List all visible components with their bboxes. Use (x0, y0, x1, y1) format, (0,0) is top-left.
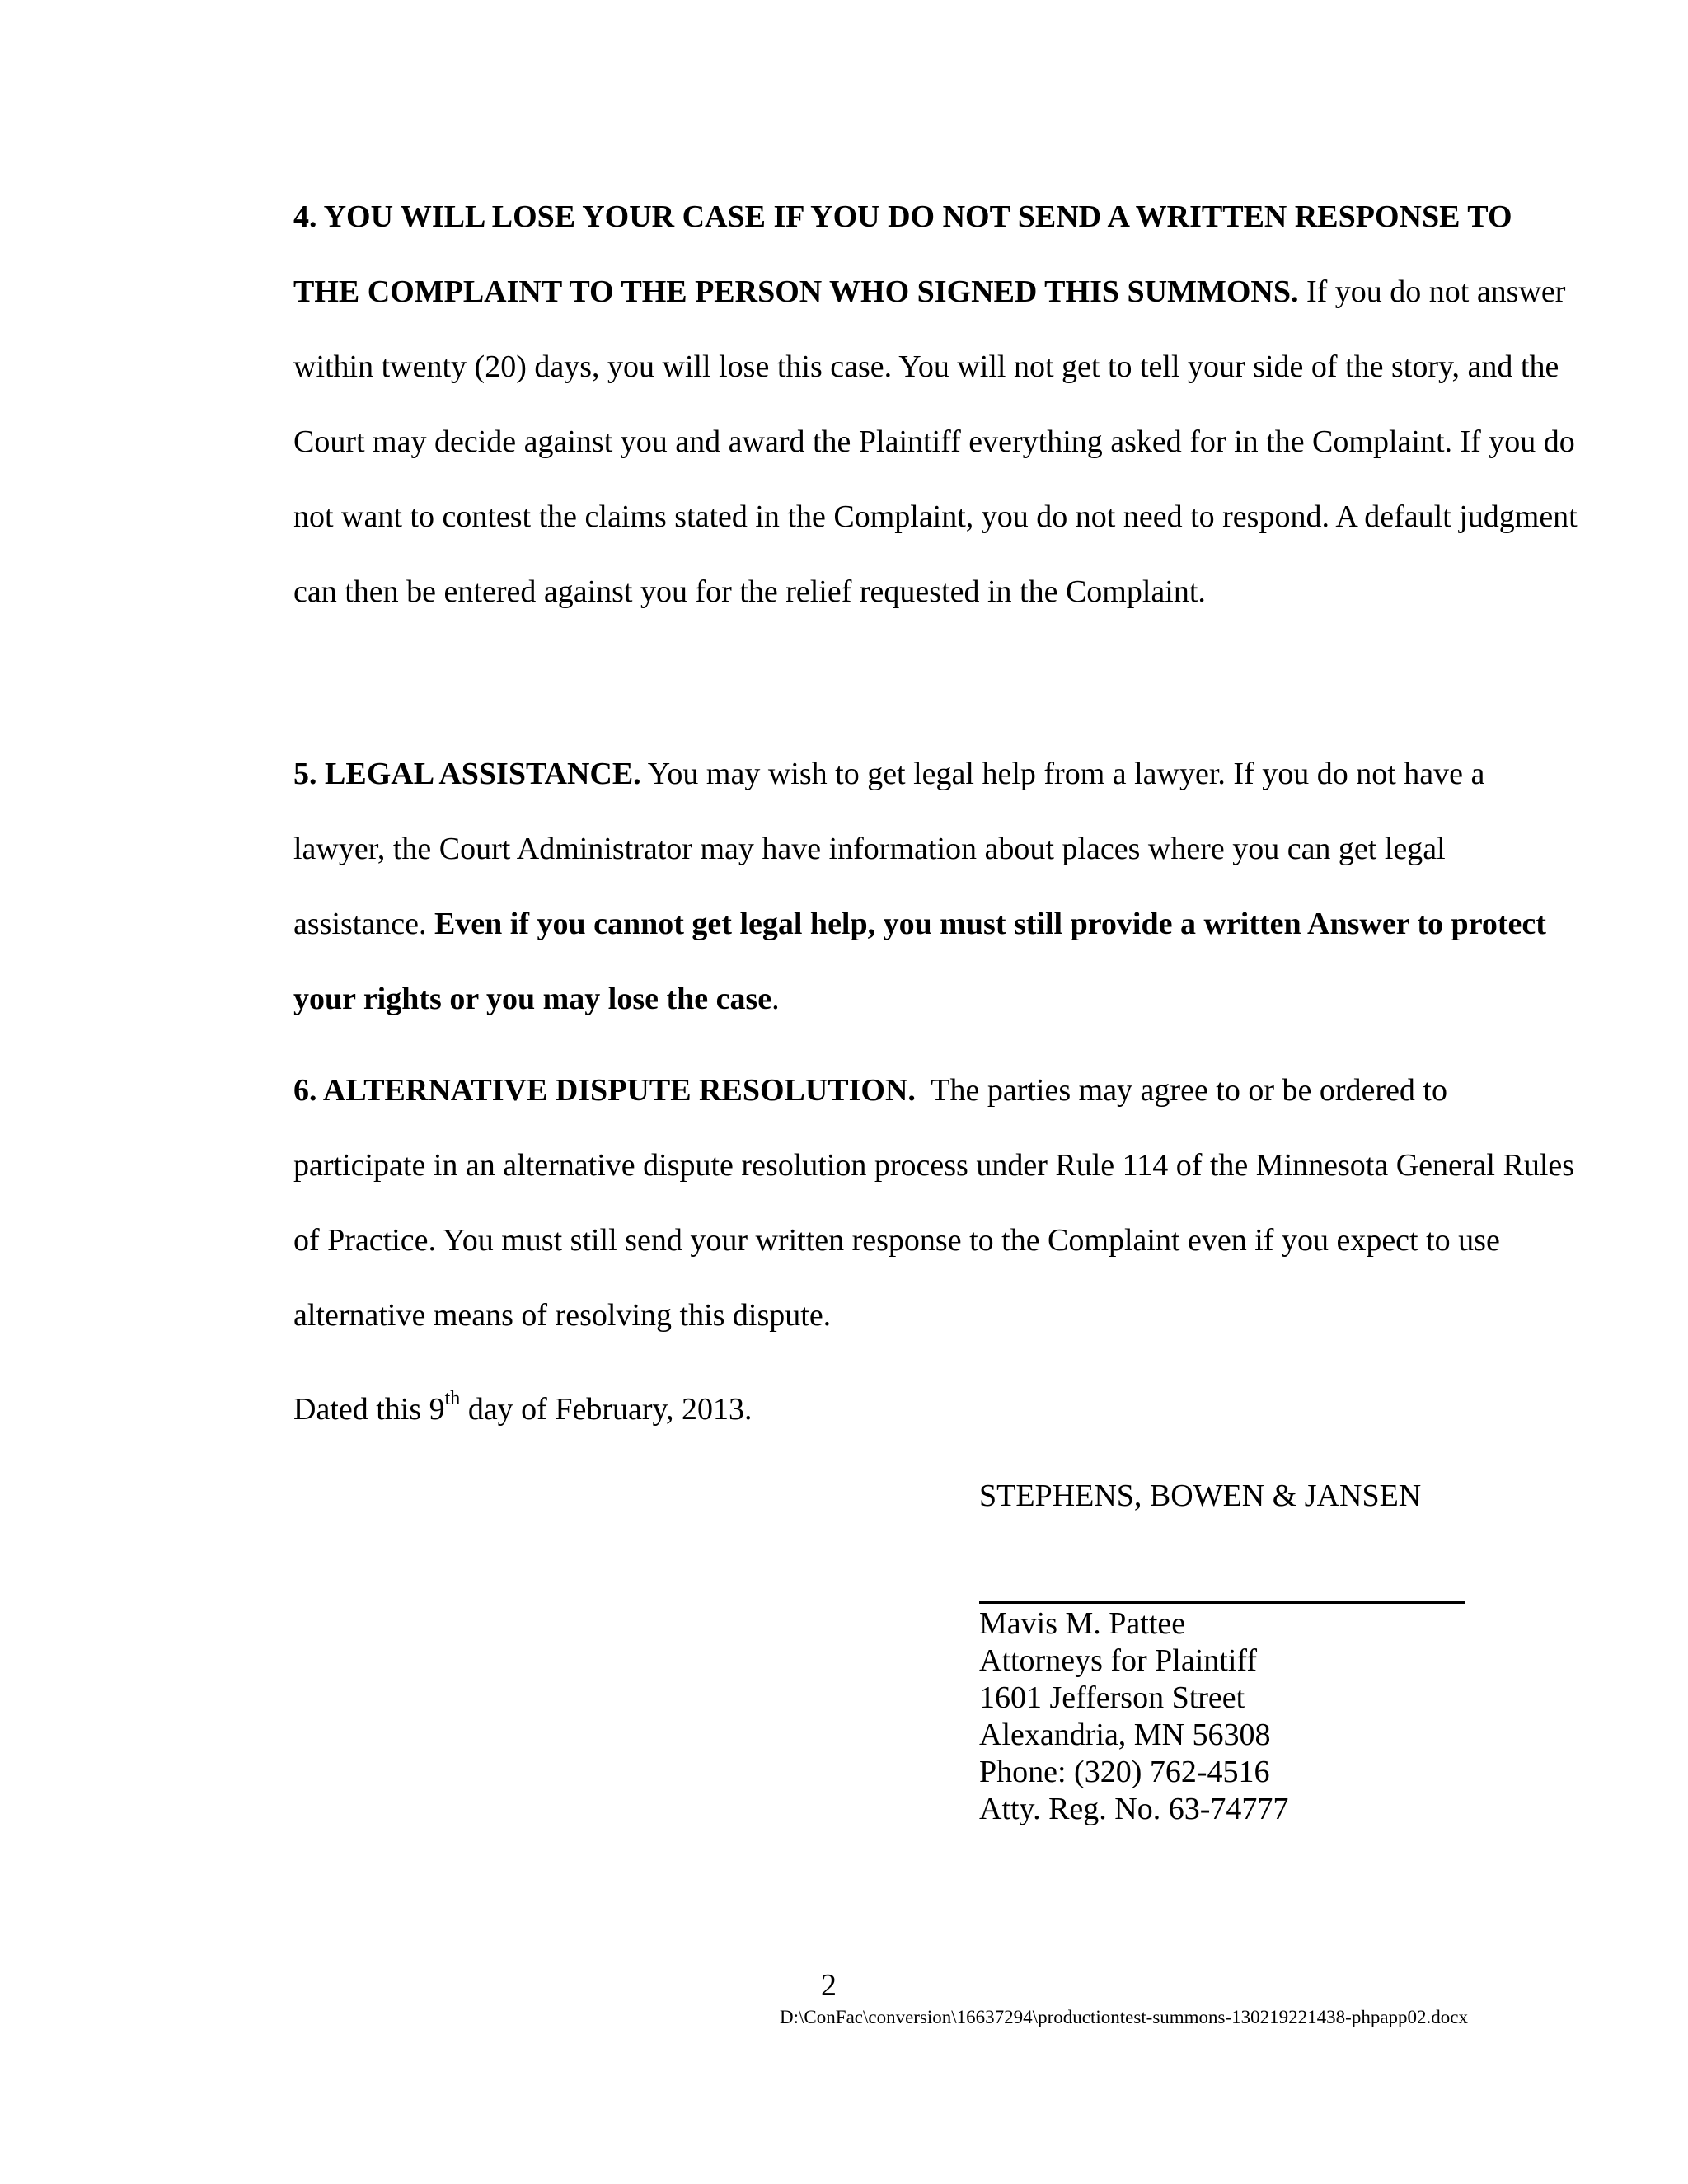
attorney-name: Mavis M. Pattee (979, 1606, 1186, 1641)
dated-prefix: Dated this 9 (293, 1392, 445, 1427)
phone-number: Phone: (320) 762-4516 (979, 1755, 1270, 1789)
section-6-text: The parties may agree to or be ordered to participate in an alternative dispute resolution process under Rule 114 of the Minnesota General Rules of Practice. You must still send your written response to the Complaint even if you expect to use alternative means of resolving this dispute. (293, 1073, 1575, 1333)
section-4-paragraph (196, 180, 1579, 630)
page-number: 2 (821, 1968, 837, 2003)
section-5-paragraph (196, 737, 1579, 1037)
section-5-period: . (771, 982, 780, 1016)
street-address: 1601 Jefferson Street (979, 1680, 1245, 1715)
section-4-heading: 4. YOU WILL LOSE YOUR CASE IF YOU DO NOT SEND A WRITTEN RESPONSE TO THE COMPLAINT TO THE PERSON WHO SIGNED THIS SUMMONS. (293, 199, 1512, 309)
dated-ordinal: th (444, 1388, 461, 1410)
signature-line (979, 1601, 1465, 1604)
footer-file-path: D:\ConFac\conversion\16637294\productiontest-summons-130219221438-phpapp02.docx (780, 2007, 1468, 2027)
dated-suffix: day of February, 2013. (460, 1392, 753, 1427)
city-state-zip: Alexandria, MN 56308 (979, 1718, 1271, 1752)
section-5-heading: 5. LEGAL ASSISTANCE. (293, 757, 641, 791)
section-4-text: If you do not answer within twenty (20) days, you will lose this case. You will not get to tell your side of the story, and the Court may decide against you and award the Plaintiff everything asked for in the Complaint. If you do not want to contest the claims stated in the Complaint, you do not need to respond. A default judgment can then be entered against you for the relief requested in the Complaint. (293, 274, 1578, 609)
signature-block (979, 1605, 1288, 1828)
section-6-heading: 6. ALTERNATIVE DISPUTE RESOLUTION. (293, 1073, 916, 1108)
section-5-text: You may wish to get legal help from a lawyer. If you do not have a lawyer, the Court Administrator may have information about places where you can get legal assistance. (293, 757, 1485, 941)
firm-name: STEPHENS, BOWEN & JANSEN (979, 1479, 1422, 1513)
dated-line (293, 1385, 753, 1434)
section-5-bold-text: Even if you cannot get legal help, you must still provide a written Answer to protect your rights or you may lose the case (293, 907, 1546, 1016)
section-6-paragraph (196, 1053, 1579, 1353)
attorney-role: Attorneys for Plaintiff (979, 1643, 1258, 1678)
registration-number: Atty. Reg. No. 63-74777 (979, 1792, 1289, 1826)
